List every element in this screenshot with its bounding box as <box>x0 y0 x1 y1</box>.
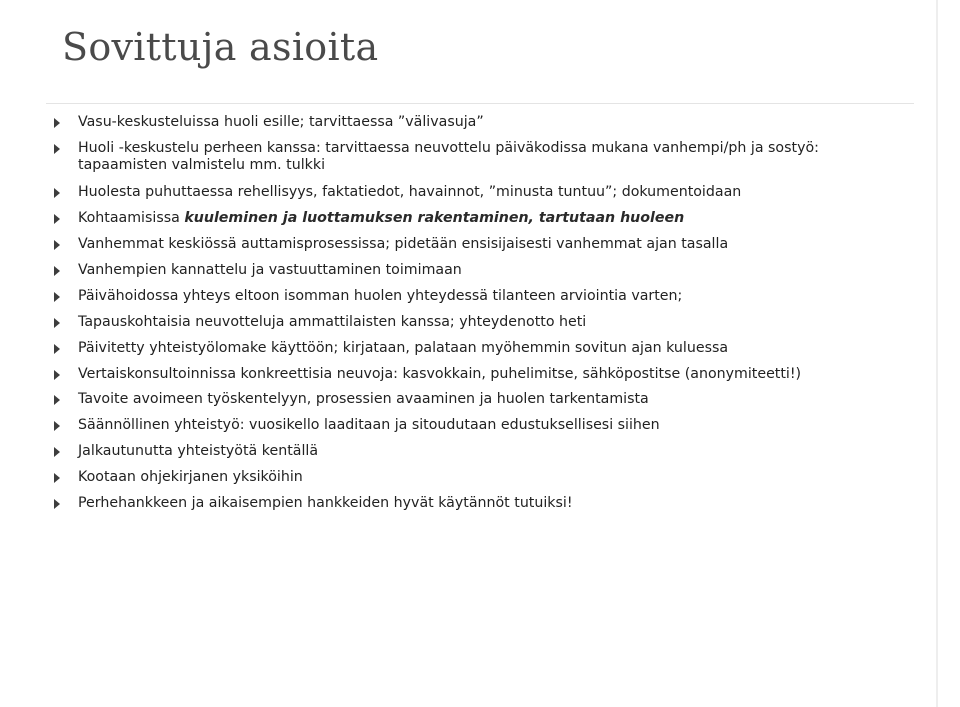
bullet-text: Perhehankkeen ja aikaisempien hankkeiden hyvät käytännöt tutuiksi! <box>78 495 573 511</box>
bullet-text: Vanhempien kannattelu ja vastuuttaminen toimimaan <box>78 262 462 278</box>
bullet-item <box>78 391 928 408</box>
bullet-item <box>78 262 928 279</box>
bullet-text: Päivähoidossa yhteys eltoon isomman huolen yhteydessä tilanteen arviointia varten; <box>78 288 683 304</box>
bullet-item <box>78 443 928 460</box>
slide-title: Sovittuja asioita <box>62 25 379 69</box>
triangle-bullet-icon <box>54 447 60 457</box>
bullet-item <box>78 114 928 131</box>
bullet-text: Tapauskohtaisia neuvotteluja ammattilaisten kanssa; yhteydenotto heti <box>78 314 587 330</box>
triangle-bullet-icon <box>54 370 60 380</box>
bullet-item <box>78 366 928 383</box>
triangle-bullet-icon <box>54 395 60 405</box>
triangle-bullet-icon <box>54 144 60 154</box>
bullet-item <box>78 340 928 357</box>
triangle-bullet-icon <box>54 214 60 224</box>
bullet-item <box>78 140 928 174</box>
bullet-text: Vertaiskonsultoinnissa konkreettisia neuvoja: kasvokkain, puhelimitse, sähköpostitse (anonymiteetti!) <box>78 366 802 382</box>
bullet-text-emphasis: kuuleminen ja luottamuksen rakentaminen, tartutaan huoleen <box>184 210 685 226</box>
triangle-bullet-icon <box>54 318 60 328</box>
bullet-text: Vasu-keskusteluissa huoli esille; tarvittaessa ”välivasuja” <box>78 114 484 130</box>
bullet-text: Huolesta puhuttaessa rehellisyys, faktatiedot, havainnot, ”minusta tuntuu”; dokumentoidaan <box>78 184 742 200</box>
bullet-item <box>78 469 928 486</box>
bullet-text: Vanhemmat keskiössä auttamisprosessissa; pidetään ensisijaisesti vanhemmat ajan tasalla <box>78 236 729 252</box>
bullet-item <box>78 210 928 227</box>
triangle-bullet-icon <box>54 344 60 354</box>
bullet-text: Jalkautunutta yhteistyötä kentällä <box>78 443 319 459</box>
bullet-text: Huoli -keskustelu perheen kanssa: tarvittaessa neuvottelu päiväkodissa mukana vanhempi/ph ja sostyö: tapaamisten valmistelu mm. tulkki <box>78 140 819 173</box>
bullet-item <box>78 184 928 201</box>
triangle-bullet-icon <box>54 266 60 276</box>
bullet-item <box>78 236 928 253</box>
bullet-text: Säännöllinen yhteistyö: vuosikello laaditaan ja sitoudutaan edustuksellisesi siihen <box>78 417 660 433</box>
bullet-text: Tavoite avoimeen työskentelyyn, prosessien avaaminen ja huolen tarkentamista <box>78 391 649 407</box>
triangle-bullet-icon <box>54 188 60 198</box>
bullet-item <box>78 417 928 434</box>
bullet-text: Kootaan ohjekirjanen yksiköihin <box>78 469 303 485</box>
bullet-text: Päivitetty yhteistyölomake käyttöön; kirjataan, palataan myöhemmin sovitun ajan kuluessa <box>78 340 729 356</box>
triangle-bullet-icon <box>54 292 60 302</box>
triangle-bullet-icon <box>54 499 60 509</box>
triangle-bullet-icon <box>54 240 60 250</box>
title-divider <box>46 103 914 104</box>
bullet-item <box>78 288 928 305</box>
bullet-text <box>78 210 928 227</box>
triangle-bullet-icon <box>54 473 60 483</box>
bullet-item <box>78 314 928 331</box>
triangle-bullet-icon <box>54 118 60 128</box>
bullet-text-plain: Kohtaamisissa <box>78 210 185 226</box>
bullet-item <box>78 495 928 512</box>
slide-vertical-rule <box>936 0 938 707</box>
triangle-bullet-icon <box>54 421 60 431</box>
